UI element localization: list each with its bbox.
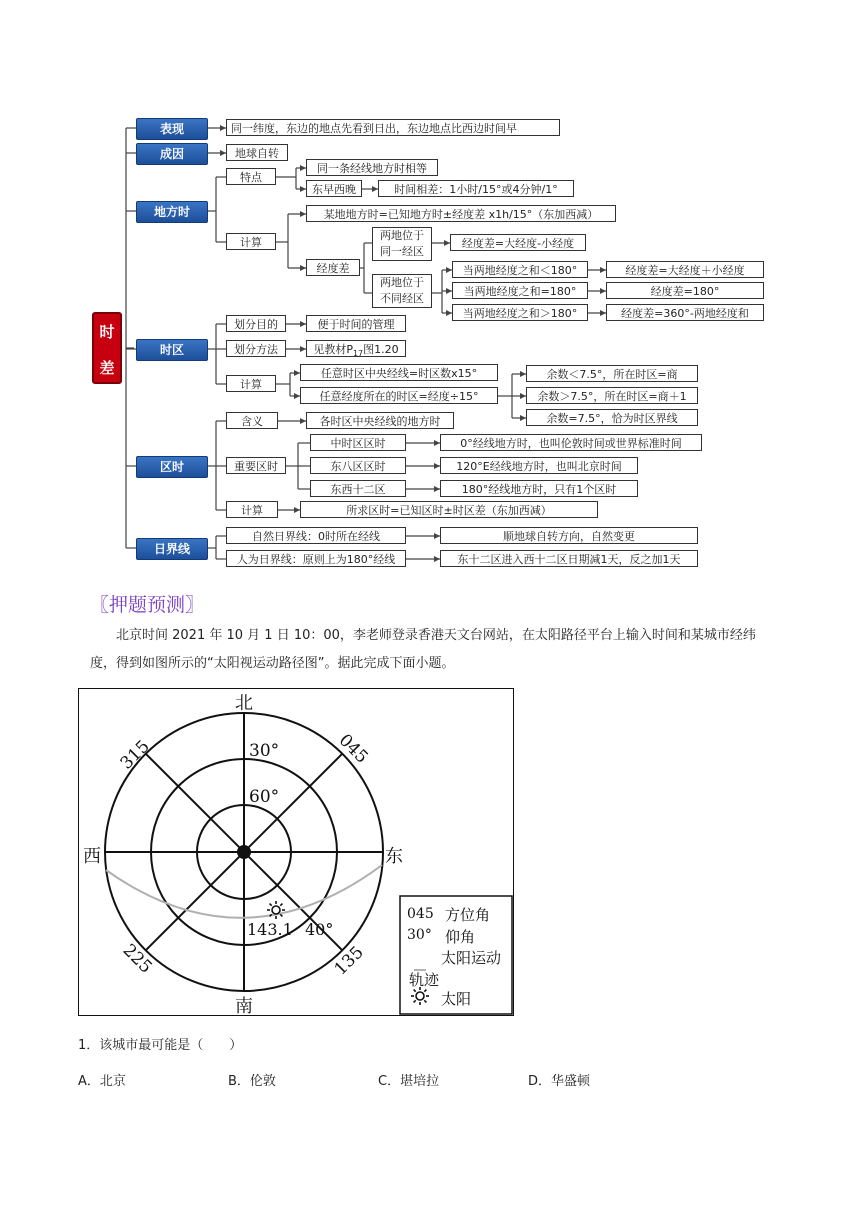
shiqu-fangfa-text: [306, 340, 406, 357]
option-c[interactable]: C．堪培拉: [378, 1074, 440, 1089]
rijiexian-a-text: 顺地球自转方向，自然变更: [440, 527, 698, 544]
sun-marker: [267, 901, 285, 919]
label-north: 北: [235, 693, 253, 714]
difangshi-res2: 经度差=180°: [606, 282, 764, 299]
shiqu-mudi: 划分目的: [226, 315, 286, 332]
section-title: 〖押题预测〗: [90, 594, 205, 616]
shiqu-f1: 任意时区中央经线=时区数x15°: [300, 364, 498, 381]
difangshi-tedian-a: 同一条经线地方时相等: [306, 159, 438, 176]
difangshi-cond3: 当两地经度之和＞180°: [452, 304, 588, 321]
question-1-text: 1．该城市最可能是（ ）: [78, 1038, 243, 1053]
qushi-hanyi: 含义: [226, 412, 278, 429]
qushi-z3: 东西十二区: [310, 480, 406, 497]
branch-biaoxian: 表现: [136, 118, 208, 140]
difangshi-same-zone: 两地位于同一经区: [372, 227, 432, 261]
qushi-z1: 中时区区时: [310, 434, 406, 451]
label-azimuth-045: 045: [334, 730, 372, 768]
rijiexian-a: 自然日界线：0时所在经线: [226, 527, 406, 544]
chengyin-text: 地球自转: [226, 144, 288, 161]
difangshi-jisuan-formula: 某地地方时=已知地方时±经度差 x1h/15°（东加西减）: [306, 205, 616, 222]
shiqu-jisuan: 计算: [226, 375, 276, 392]
shiqu-r3: 余数=7.5°，恰为时区界线: [526, 409, 698, 426]
shiqu-fangfa: 划分方法: [226, 340, 286, 357]
label-south: 南: [235, 996, 253, 1017]
difangshi-cond1: 当两地经度之和＜180°: [452, 261, 588, 278]
branch-shiqu: 时区: [136, 339, 208, 361]
branch-qushi: 区时: [136, 456, 208, 478]
qushi-z2: 东八区区时: [310, 457, 406, 474]
legend-az-label: 方位角: [445, 906, 491, 924]
zenith-point: [237, 845, 251, 859]
sun-path-figure: [78, 688, 514, 1016]
option-d[interactable]: D．华盛顿: [528, 1074, 591, 1089]
difangshi-jisuan: 计算: [226, 233, 276, 250]
label-azimuth-225: 225: [118, 940, 156, 978]
biaoxian-text: 同一纬度，东边的地点先看到日出，东边地点比西边时间早: [226, 119, 560, 136]
shiqu-r2: 余数＞7.5°，所在时区=商＋1: [526, 387, 698, 404]
legend-az-code: 045: [407, 906, 434, 922]
root-node: [92, 312, 122, 384]
label-azimuth-315: 315: [116, 736, 154, 774]
difangshi-same-zone-rule: 经度差=大经度-小经度: [450, 234, 586, 251]
shiqu-f2: 任意经度所在的时区=经度÷15°: [300, 387, 498, 404]
qushi-zhongyao: 重要区时: [226, 457, 286, 474]
qushi-z1-text: 0°经线地方时，也叫伦敦时间或世界标准时间: [440, 434, 702, 451]
shiqu-fangfa-text-pre: 见教材P: [313, 343, 353, 356]
qushi-hanyi-text: 各时区中央经线的地方时: [306, 412, 454, 429]
label-sun-elevation: 40°: [305, 920, 334, 939]
legend-sun-label: 太阳: [441, 990, 472, 1008]
legend-track-label-1: 太阳运动: [441, 949, 502, 967]
option-b[interactable]: B．伦敦: [228, 1074, 276, 1089]
root-char-1: 时: [99, 323, 115, 341]
difangshi-jingducha: 经度差: [306, 259, 360, 276]
question-stem-paragraph: 北京时间 2021 年 10 月 1 日 10：00，李老师登录香港天文台网站，在太阳路径平台上输入时间和某城市经纬度，得到如图所示的“太阳视运动路径图”。据此完成下面小题。: [90, 628, 756, 671]
root-char-2: 差: [99, 359, 115, 377]
label-azimuth-135: 135: [330, 942, 368, 980]
rijiexian-b: 人为日界线：原则上为180°经线: [226, 550, 406, 567]
option-a[interactable]: A．北京: [78, 1074, 126, 1089]
difangshi-cond2: 当两地经度之和=180°: [452, 282, 588, 299]
difangshi-tedian: 特点: [226, 168, 276, 185]
shiqu-r1: 余数＜7.5°，所在时区=商: [526, 365, 698, 382]
label-west: 西: [83, 846, 101, 867]
qushi-jisuan-text: 所求区时=已知区时±时区差（东加西减）: [300, 501, 598, 518]
qushi-z3-text: 180°经线地方时，只有1个区时: [440, 480, 638, 497]
difangshi-res1: 经度差=大经度＋小经度: [606, 261, 764, 278]
qushi-jisuan: 计算: [226, 501, 278, 518]
difangshi-tedian-b: 东早西晚: [306, 180, 362, 197]
rijiexian-b-text: 东十二区进入西十二区日期减1天，反之加1天: [440, 550, 698, 567]
branch-chengyin: 成因: [136, 143, 208, 165]
legend-el-code: 30°: [407, 927, 432, 943]
legend-el-label: 仰角: [445, 928, 476, 946]
difangshi-tedian-b-detail: 时间相差：1小时/15°或4分钟/1°: [378, 180, 574, 197]
shiqu-mudi-text: 便于时间的管理: [306, 315, 406, 332]
branch-rijiexian: 日界线: [136, 538, 208, 560]
label-elevation-60: 60°: [249, 787, 280, 807]
shiqu-fangfa-text-sub: 17: [352, 349, 364, 357]
difangshi-diff-zone: 两地位于不同经区: [372, 274, 432, 308]
shiqu-fangfa-text-post: 图1.20: [363, 343, 399, 356]
difangshi-res3: 经度差=360°-两地经度和: [606, 304, 764, 321]
label-elevation-30: 30°: [249, 741, 280, 761]
branch-difangshi: 地方时: [136, 201, 208, 223]
legend-track-label-2: 轨迹: [409, 971, 440, 989]
label-sun-azimuth: 143.1: [247, 920, 293, 939]
qushi-z2-text: 120°E经线地方时，也叫北京时间: [440, 457, 638, 474]
label-east: 东: [385, 846, 403, 867]
